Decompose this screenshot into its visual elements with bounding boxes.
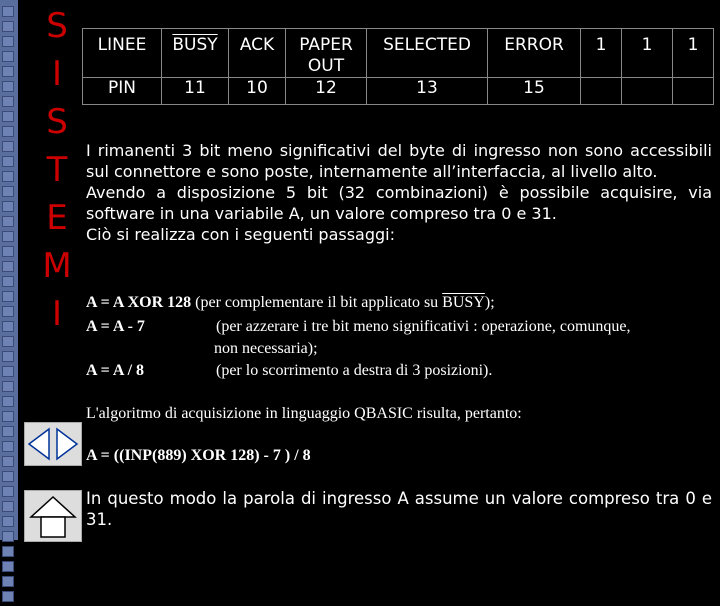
table-cell [622,78,673,105]
strip-cell [2,51,14,62]
home-icon[interactable] [31,497,75,517]
body-text [86,140,712,245]
table-cell: 10 [229,78,286,105]
strip-cell [2,141,14,152]
final-text: In questo modo la parola di ingresso A assume un valore compreso tra 0 e 31. [86,489,712,529]
busy-label: BUSY [172,35,218,55]
vertical-title [32,2,82,338]
nav-panel [24,422,82,466]
formula: A = ((INP(889) XOR 128) - 7 ) / 8 [86,447,311,464]
strip-cell [2,261,14,272]
strip-cell [2,36,14,47]
table-cell: ACK [229,29,286,78]
strip-cell [2,96,14,107]
busy-label: BUSY [442,294,485,311]
strip-cell [2,201,14,212]
strip-cell [2,366,14,377]
title-letter: T [46,150,68,190]
pin-table [82,28,714,105]
note: non necessaria); [214,340,318,357]
paragraph: I rimanenti 3 bit meno significativi del byte di ingresso non sono accessibili sul connettore e sono poste, internamente all’interfaccia, al livello alto. [86,141,712,181]
formula: A = A - 7 [86,318,145,335]
strip-cell [2,546,14,557]
home-panel [24,490,82,542]
strip-cell [2,186,14,197]
table-cell: 12 [286,78,367,105]
nav-arrows [25,423,81,465]
strip-cell [2,156,14,167]
formula: A = A XOR 128 [86,294,192,311]
strip-cell [2,561,14,572]
step2 [86,318,706,336]
table-cell: PAPER OUT [286,29,367,78]
home-base [41,517,65,537]
algo-intro: L'algoritmo di acquisizione in linguaggio QBASIC risulta, pertanto: [86,405,522,422]
strip-cell [2,291,14,302]
strip-cell [2,231,14,242]
note-text: (per complementare il bit applicato su [195,294,443,311]
title-letter: S [46,6,68,46]
table-cell: 15 [488,78,581,105]
strip-cell [2,306,14,317]
table-cell: PIN [83,78,162,105]
strip-cell [2,381,14,392]
table-cell: 11 [162,78,229,105]
note: (per lo scorrimento a destra di 3 posizioni). [216,362,493,379]
strip-cell [2,276,14,287]
strip-cell [2,336,14,347]
title-letter: S [46,102,68,142]
strip-cell [2,456,14,467]
title-letter: M [42,246,72,286]
title-letter: E [46,198,68,238]
strip-cell [2,81,14,92]
strip-cell [2,321,14,332]
step3 [86,362,706,380]
strip-cell [2,351,14,362]
note-text: ); [484,294,495,311]
table-cell: 1 [673,29,714,78]
strip-cell [2,21,14,32]
step1 [86,294,706,312]
paragraph: Avendo a disposizione 5 bit (32 combinazioni) è possibile acquisire, via software in una variabile A, un valore compreso tra 0 e 31. [86,183,712,223]
strip-cell [2,246,14,257]
strip-cell [2,591,14,602]
strip-cell [2,411,14,422]
strip-cell [2,531,14,542]
prev-arrow-icon[interactable] [29,429,49,459]
step2-cont [214,340,318,358]
strip-cell [2,501,14,512]
strip-cell [2,396,14,407]
paragraph: Ciò si realizza con i seguenti passaggi: [86,225,396,244]
strip-cell [2,126,14,137]
table-cell: 1 [622,29,673,78]
strip-cell [2,6,14,17]
table-row [83,78,714,105]
next-arrow-icon[interactable] [57,429,77,459]
table-cell: 13 [367,78,488,105]
table-cell: ERROR [488,29,581,78]
strip-cell [2,516,14,527]
table-cell: 1 [581,29,622,78]
strip-cell [2,426,14,437]
algo-formula [86,447,311,465]
table-cell: SELECTED [367,29,488,78]
table-cell: LINEE [83,29,162,78]
strip-cell [2,576,14,587]
strip-cell [2,441,14,452]
note: (per azzerare i tre bit meno significativi : operazione, comunque, [216,318,631,335]
table-cell [581,78,622,105]
strip-cell [2,171,14,182]
table-cell [673,78,714,105]
strip-cell [2,66,14,77]
home-graphic [25,491,81,541]
title-letter: I [51,294,63,334]
title-letter: I [51,54,63,94]
strip-cell [2,216,14,227]
left-decorative-strip [0,0,18,540]
strip-cell [2,111,14,122]
table-cell [162,29,229,78]
table-row [83,29,714,78]
note [195,294,495,311]
formula: A = A / 8 [86,362,145,379]
strip-cell [2,471,14,482]
strip-cell [2,486,14,497]
